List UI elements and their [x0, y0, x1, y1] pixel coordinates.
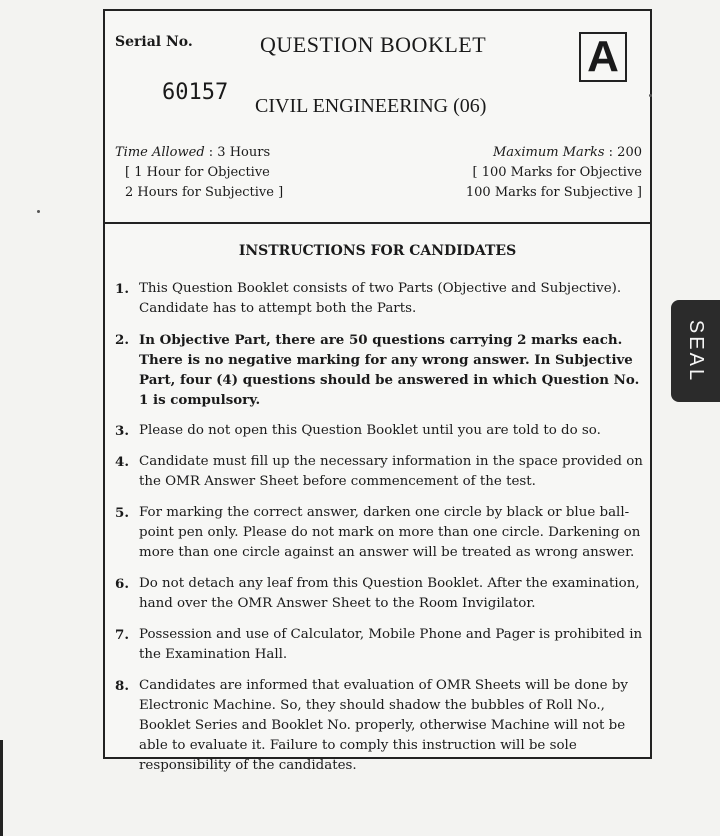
time-subjective: 2 Hours for Subjective ]	[125, 185, 284, 200]
marks-label: Maximum Marks	[492, 145, 605, 160]
instruction-number: 2.	[115, 332, 129, 348]
instruction-item	[115, 574, 645, 614]
instruction-item	[115, 676, 645, 776]
instruction-number: 3.	[115, 423, 129, 439]
seal-label: SEAL	[685, 319, 707, 383]
instruction-text: In Objective Part, there are 50 questions carrying 2 marks each. There is no negative marking for any wrong answer. In Subjective Part, four (4) questions should be answered in which Question No. 1 is compulsory.	[139, 332, 640, 408]
instruction-number: 4.	[115, 454, 129, 470]
instruction-text: Candidates are informed that evaluation of OMR Sheets will be done by Electronic Machine. So, they should shadow the bubbles of Roll No., Booklet Series and Booklet No. properly, otherwise Machine will not be able to evaluate it. Failure to comply this instruction will be sole responsibility of the candidates.	[139, 678, 628, 773]
subject-title: CIVIL ENGINEERING (06)	[255, 95, 487, 117]
instruction-text: Please do not open this Question Booklet until you are told to do so.	[139, 423, 601, 438]
marks-objective: [ 100 Marks for Objective	[472, 165, 642, 180]
marks-value: : 200	[608, 145, 642, 160]
time-objective: [ 1 Hour for Objective	[125, 165, 270, 180]
instruction-text: Possession and use of Calculator, Mobile Phone and Pager is prohibited in the Examination Hall.	[139, 627, 643, 662]
instruction-number: 8.	[115, 678, 129, 694]
time-label: Time Allowed	[115, 145, 205, 160]
instruction-text: This Question Booklet consists of two Parts (Objective and Subjective). Candidate has to attempt both the Parts.	[139, 281, 622, 316]
serial-label: Serial No.	[115, 34, 193, 50]
instructions-title: INSTRUCTIONS FOR CANDIDATES	[238, 243, 517, 259]
instruction-item	[115, 421, 645, 441]
instruction-item	[115, 330, 645, 410]
instruction-number: 6.	[115, 576, 129, 592]
series-box: A	[579, 32, 627, 82]
marks-subjective: 100 Marks for Subjective ]	[465, 185, 642, 200]
time-value: : 3 Hours	[208, 145, 271, 160]
instruction-number: 5.	[115, 505, 129, 521]
instruction-item	[115, 503, 645, 563]
booklet-title: QUESTION BOOKLET	[260, 32, 487, 57]
maximum-marks-block	[466, 143, 642, 203]
seal-tab	[671, 300, 720, 402]
instruction-text: Do not detach any leaf from this Question Booklet. After the examination, hand over the OMR Answer Sheet to the Room Invigilator.	[139, 576, 640, 611]
instruction-text: For marking the correct answer, darken one circle by black or blue ball-point pen only. Please do not mark on more than one circle. Darkening on more than one circle against an answer will be treated as wrong answer.	[139, 505, 641, 560]
scan-speck	[649, 94, 652, 97]
instructions-list	[115, 279, 645, 787]
booklet-header	[105, 11, 650, 224]
scan-speck	[37, 210, 40, 213]
instruction-text: Candidate must fill up the necessary information in the space provided on the OMR Answer Sheet before commencement of the test.	[139, 454, 643, 489]
question-booklet-cover	[103, 9, 652, 773]
instruction-item	[115, 279, 645, 319]
page-edge	[0, 740, 3, 836]
instruction-number: 1.	[115, 281, 129, 297]
time-allowed-block	[115, 143, 283, 203]
instruction-number: 7.	[115, 627, 129, 643]
serial-number: 60157	[162, 80, 229, 105]
instruction-item	[115, 452, 645, 492]
instruction-item	[115, 625, 645, 665]
